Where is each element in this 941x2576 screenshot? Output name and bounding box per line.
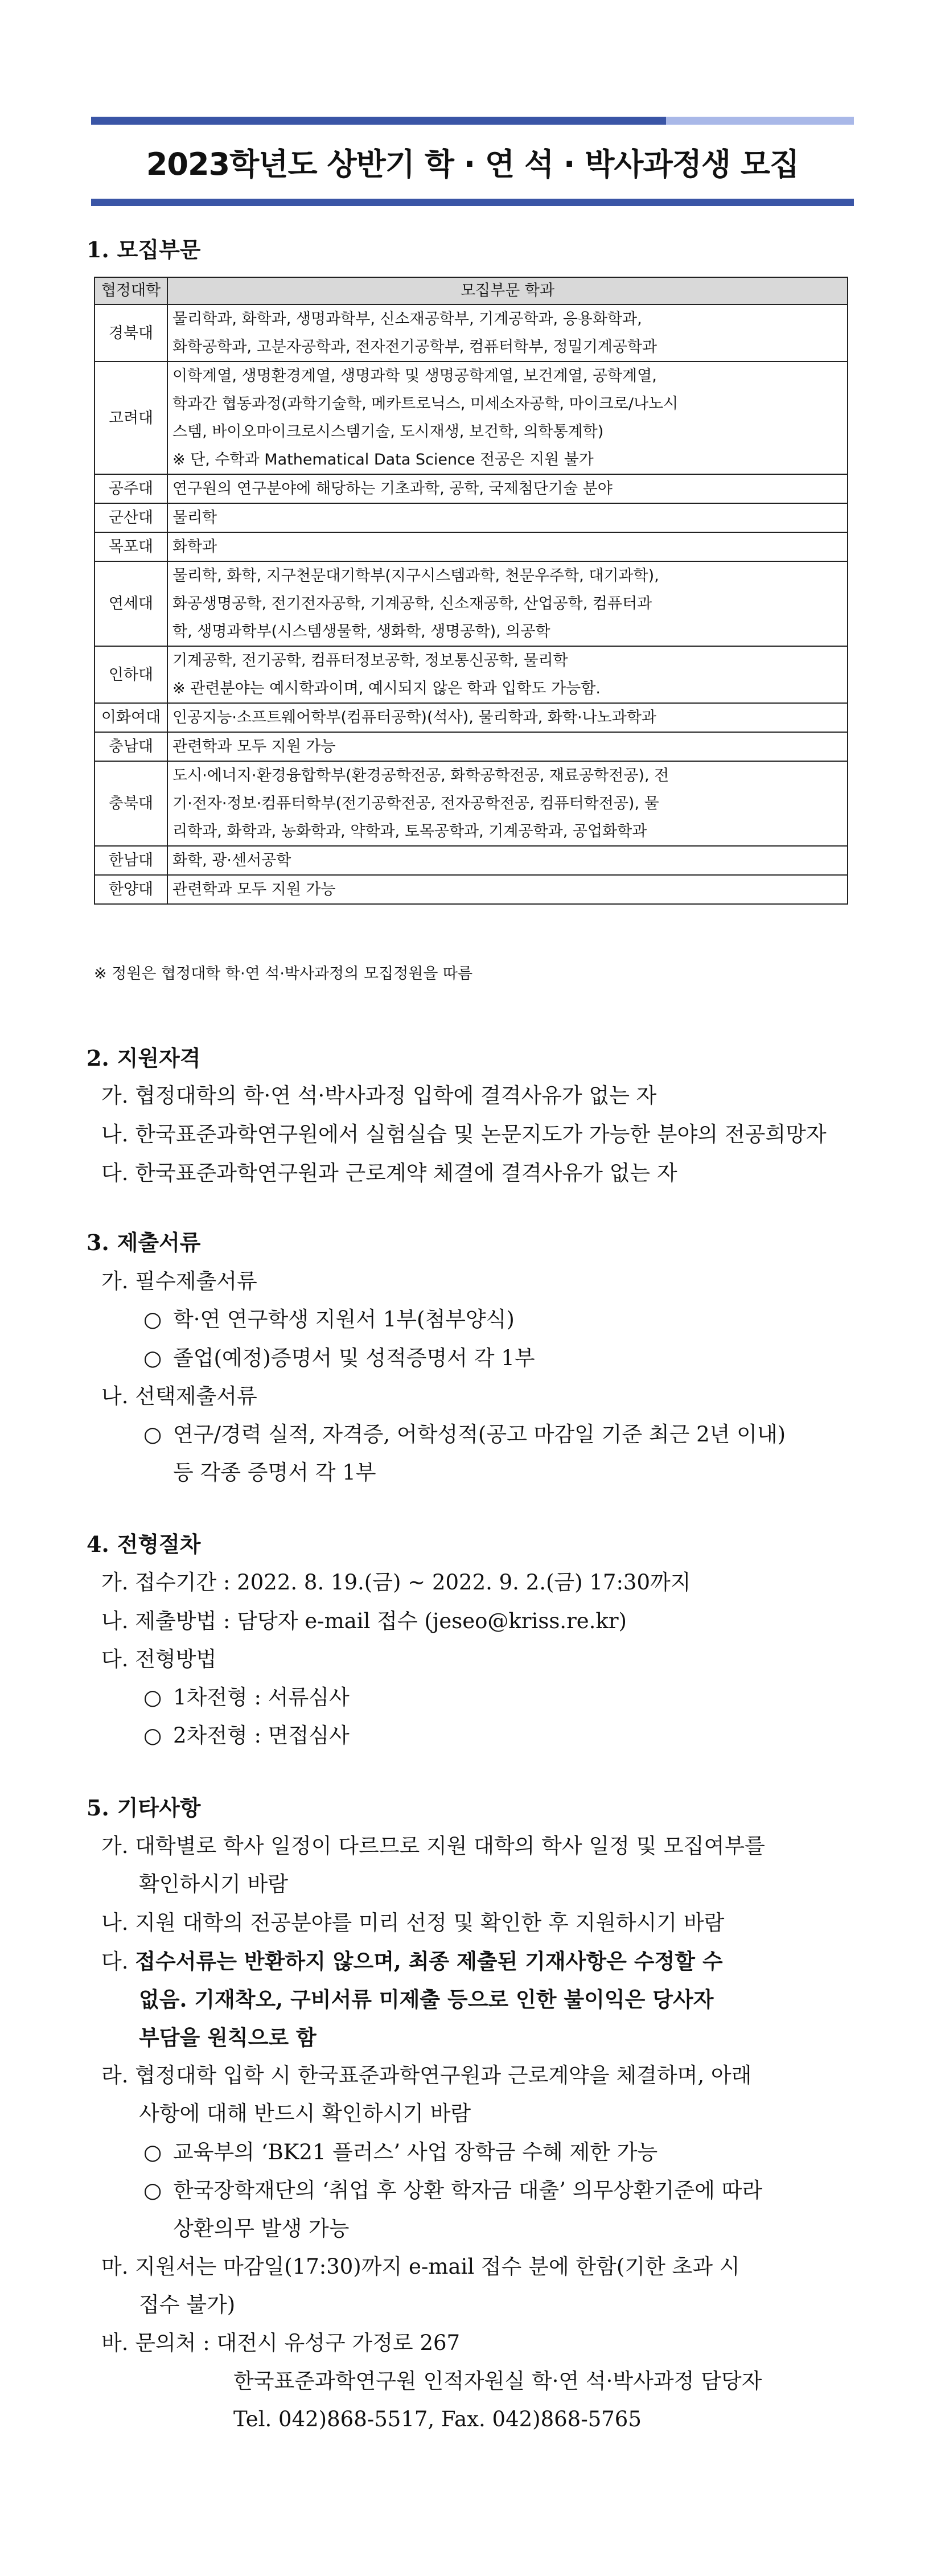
table-header-departments: 모집부문 학과 bbox=[167, 277, 848, 305]
table-cell-university: 충남대 bbox=[94, 732, 167, 761]
optional-doc-item-cont: 등 각종 증명서 각 1부 bbox=[173, 1460, 376, 1485]
table-row bbox=[94, 846, 848, 875]
table-cell-departments: 관련학과 모두 지원 가능 bbox=[167, 875, 848, 904]
selection-stage: ○ 2차전형 : 면접심사 bbox=[143, 1722, 350, 1750]
required-doc-item: ○ 졸업(예정)증명서 및 성적증명서 각 1부 bbox=[143, 1344, 535, 1373]
table-cell-university: 인하대 bbox=[94, 646, 167, 703]
table-row bbox=[94, 875, 848, 904]
etc-sub-item-cont: 상환의무 발생 가능 bbox=[173, 2216, 350, 2241]
etc-item: 마. 지원서는 마감일(17:30)까지 e-mail 접수 분에 한함(기한 초과 시 bbox=[101, 2254, 740, 2279]
table-cell-departments: 인공지능·소프트웨어학부(컴퓨터공학)(석사), 물리학과, 화학·나노과학과 bbox=[167, 703, 848, 732]
title-banner bbox=[91, 117, 854, 206]
etc-item-cont: 사항에 대해 반드시 확인하시기 바람 bbox=[139, 2101, 471, 2126]
etc-item: 라. 협정대학 입학 시 한국표준과학연구원과 근로계약을 체결하며, 아래 bbox=[101, 2063, 752, 2088]
table-cell-departments: 화학, 광·센서공학 bbox=[167, 846, 848, 875]
bullet-icon: ○ bbox=[143, 1723, 162, 1748]
table-cell-departments: 화학과 bbox=[167, 532, 848, 561]
submission-method: 나. 제출방법 : 담당자 e-mail 접수 (jeseo@kriss.re.kr) bbox=[101, 1609, 627, 1633]
bullet-icon: ○ bbox=[143, 1685, 162, 1710]
section-4-heading: 4. 전형절차 bbox=[87, 1531, 201, 1557]
table-cell-university: 한양대 bbox=[94, 875, 167, 904]
title-top-bar bbox=[91, 117, 854, 125]
section-2-heading: 2. 지원자격 bbox=[87, 1045, 201, 1071]
table-cell-university: 목포대 bbox=[94, 532, 167, 561]
table-row bbox=[94, 305, 848, 361]
table-row bbox=[94, 361, 848, 474]
title-bottom-bar bbox=[91, 199, 854, 206]
bullet-icon: ○ bbox=[143, 1307, 162, 1332]
table-header-row bbox=[94, 277, 848, 305]
optional-docs-label: 나. 선택제출서류 bbox=[101, 1384, 257, 1408]
table-row bbox=[94, 646, 848, 703]
optional-doc-item: ○ 연구/경력 실적, 자격증, 어학성적(공고 마감일 기준 최근 2년 이내) bbox=[143, 1420, 786, 1449]
table-cell-departments: 물리학과, 화학과, 생명과학부, 신소재공학부, 기계공학과, 응용화학과, 화학공학과, 고분자공학과, 전자전기공학부, 컴퓨터학부, 정밀기계공학과 bbox=[167, 305, 848, 361]
qualification-item: 다. 한국표준과학연구원과 근로계약 체결에 결격사유가 없는 자 bbox=[101, 1161, 677, 1185]
table-row bbox=[94, 703, 848, 732]
qualification-item: 나. 한국표준과학연구원에서 실험실습 및 논문지도가 가능한 분야의 전공희망자 bbox=[101, 1122, 827, 1147]
bullet-icon: ○ bbox=[143, 2178, 162, 2203]
section-1-heading: 1. 모집부문 bbox=[87, 237, 201, 262]
bullet-icon: ○ bbox=[143, 2140, 162, 2164]
table-cell-departments: 기계공학, 전기공학, 컴퓨터정보공학, 정보통신공학, 물리학 ※ 관련분야는 예시학과이며, 예시되지 않은 학과 입학도 가능함. bbox=[167, 646, 848, 703]
etc-item-cont: 접수 불가) bbox=[139, 2292, 236, 2317]
table-row bbox=[94, 474, 848, 503]
etc-item-bold-cont: 없음. 기재착오, 구비서류 미제출 등으로 인한 불이익은 당사자 bbox=[139, 1987, 714, 2012]
bullet-icon: ○ bbox=[143, 1346, 162, 1370]
table-cell-departments: 관련학과 모두 지원 가능 bbox=[167, 732, 848, 761]
recruit-table bbox=[94, 277, 848, 905]
etc-item: 나. 지원 대학의 전공분야를 미리 선정 및 확인한 후 지원하시기 바람 bbox=[101, 1911, 725, 1935]
etc-item: 가. 대학별로 학사 일정이 다르므로 지원 대학의 학사 일정 및 모집여부를 bbox=[101, 1834, 765, 1858]
table-row bbox=[94, 532, 848, 561]
contact-address: 바. 문의처 : 대전시 유성구 가정로 267 bbox=[101, 2331, 461, 2355]
table-cell-departments: 물리학, 화학, 지구천문대기학부(지구시스템과학, 천문우주학, 대기과학), 화공생명공학, 전기전자공학, 기계공학, 신소재공학, 산업공학, 컴퓨터과 학, 생명과학부(시스템생물학, 생화학, 생명공학), 의공학 bbox=[167, 561, 848, 646]
etc-sub-item: ○ 교육부의 ‘BK21 플러스’ 사업 장학금 수혜 제한 가능 bbox=[143, 2138, 658, 2167]
contact-phone-fax: Tel. 042)868-5517, Fax. 042)868-5765 bbox=[233, 2407, 642, 2431]
table-row bbox=[94, 732, 848, 761]
selection-label: 다. 전형방법 bbox=[101, 1647, 217, 1671]
bullet-icon: ○ bbox=[143, 1422, 162, 1447]
etc-sub-item: ○ 한국장학재단의 ‘취업 후 상환 학자금 대출’ 의무상환기준에 따라 bbox=[143, 2176, 762, 2205]
page-title: 2023학년도 상반기 학 · 연 석 · 박사과정생 모집 bbox=[146, 146, 799, 182]
quota-note: ※ 정원은 협정대학 학·연 석·박사과정의 모집정원을 따름 bbox=[94, 965, 473, 983]
table-cell-departments: 도시·에너지·환경융합학부(환경공학전공, 화학공학전공, 재료공학전공), 전 기·전자·정보·컴퓨터학부(전기공학전공, 전자공학전공, 컴퓨터학전공), 물 리학과, 화학과, 농화학과, 약학과, 토목공학과, 기계공학과, 공업화학과 bbox=[167, 761, 848, 846]
table-cell-university: 군산대 bbox=[94, 503, 167, 532]
table-cell-university: 연세대 bbox=[94, 561, 167, 646]
qualification-item: 가. 협정대학의 학·연 석·박사과정 입학에 결격사유가 없는 자 bbox=[101, 1083, 657, 1108]
table-cell-university: 한남대 bbox=[94, 846, 167, 875]
table-row bbox=[94, 761, 848, 846]
etc-item-cont: 확인하시기 바람 bbox=[139, 1872, 288, 1896]
table-cell-university: 고려대 bbox=[94, 361, 167, 474]
required-doc-item: ○ 학·연 연구학생 지원서 1부(첨부양식) bbox=[143, 1305, 515, 1334]
selection-stage: ○ 1차전형 : 서류심사 bbox=[143, 1683, 350, 1712]
table-cell-university: 경북대 bbox=[94, 305, 167, 361]
application-period: 가. 접수기간 : 2022. 8. 19.(금) ~ 2022. 9. 2.(금) 17:30까지 bbox=[101, 1570, 691, 1595]
contact-department: 한국표준과학연구원 인적자원실 학·연 석·박사과정 담당자 bbox=[233, 2369, 762, 2393]
table-cell-departments: 물리학 bbox=[167, 503, 848, 532]
etc-item-bold-cont: 부담을 원칙으로 함 bbox=[139, 2025, 317, 2050]
table-cell-departments: 이학계열, 생명환경계열, 생명과학 및 생명공학계열, 보건계열, 공학계열, 학과간 협동과정(과학기술학, 메카트로닉스, 미세소자공학, 마이크로/나노시 스템, 바이오마이크로시스템기술, 도시재생, 보건학, 의학통계학) ※ 단, 수학과 Mathematical Data Science 전공은 지원 불가 bbox=[167, 361, 848, 474]
etc-item-bold: 다. 접수서류는 반환하지 않으며, 최종 제출된 기재사항은 수정할 수 bbox=[101, 1949, 723, 1974]
table-header-university: 협정대학 bbox=[94, 277, 167, 305]
required-docs-label: 가. 필수제출서류 bbox=[101, 1269, 257, 1293]
table-row bbox=[94, 503, 848, 532]
table-row bbox=[94, 561, 848, 646]
table-cell-university: 이화여대 bbox=[94, 703, 167, 732]
section-3-heading: 3. 제출서류 bbox=[87, 1230, 201, 1255]
table-cell-departments: 연구원의 연구분야에 해당하는 기초과학, 공학, 국제첨단기술 분야 bbox=[167, 474, 848, 503]
table-cell-university: 공주대 bbox=[94, 474, 167, 503]
section-5-heading: 5. 기타사항 bbox=[87, 1795, 201, 1821]
table-cell-university: 충북대 bbox=[94, 761, 167, 846]
